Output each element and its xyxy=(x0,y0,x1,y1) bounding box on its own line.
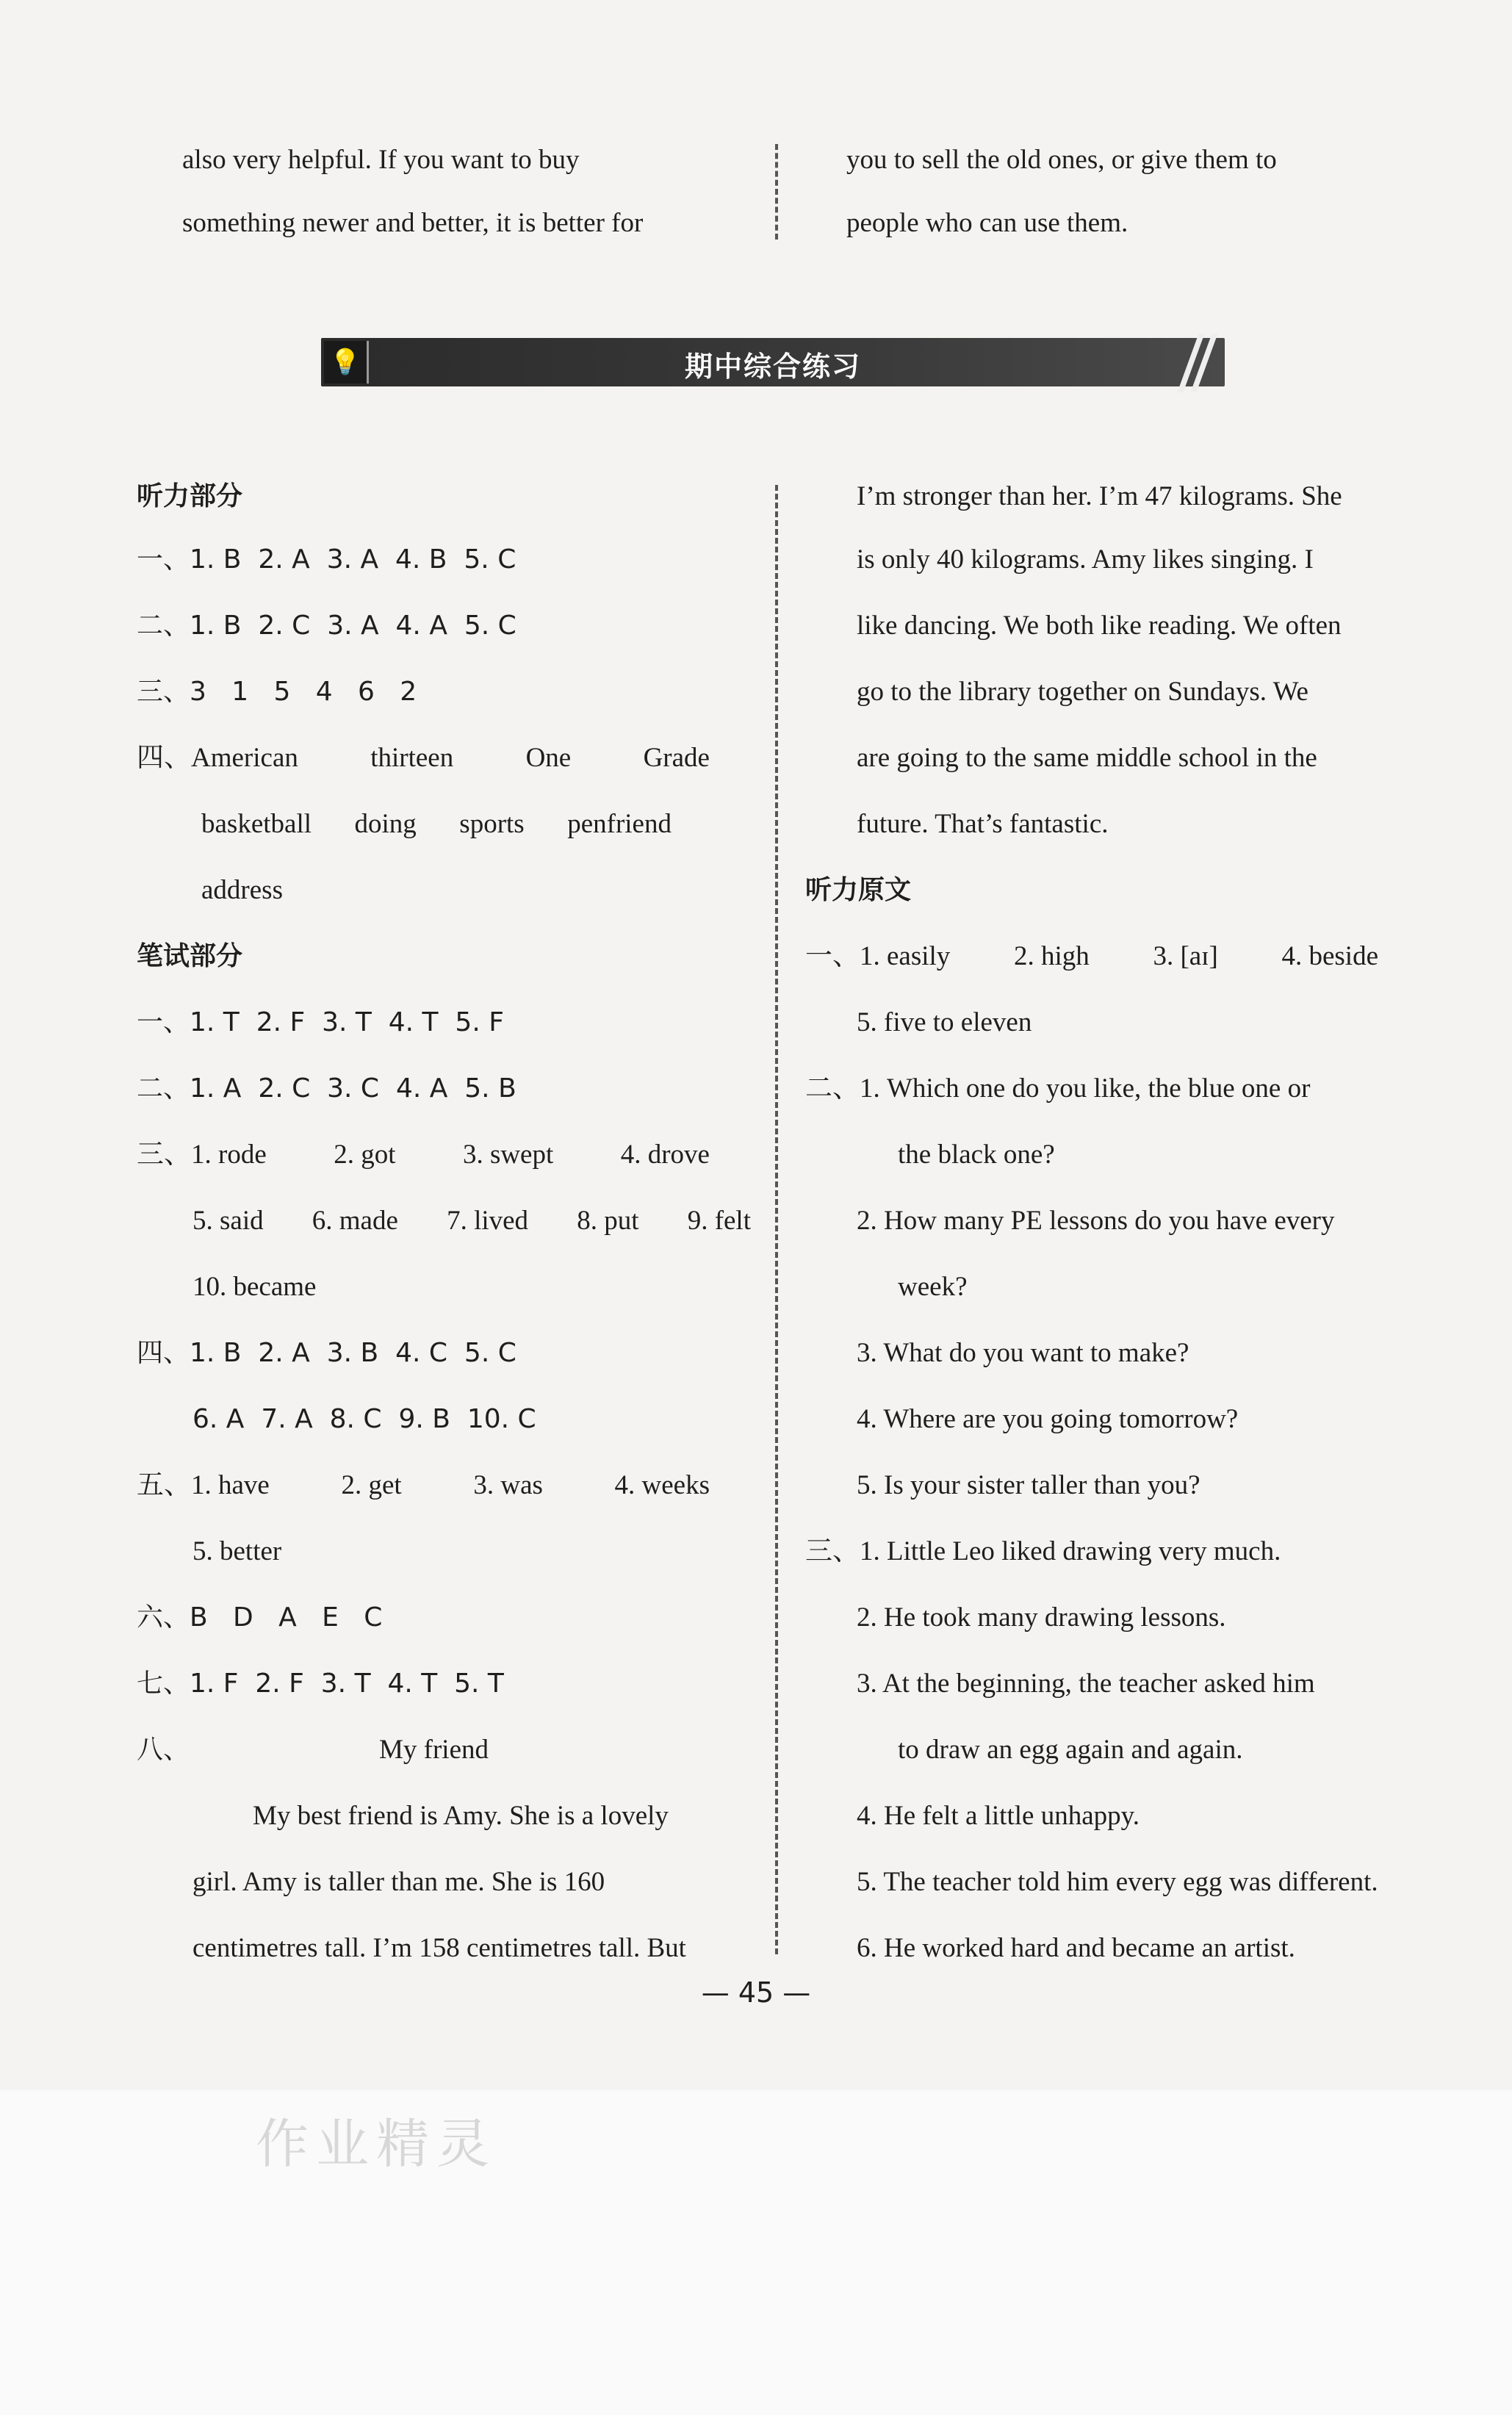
page-bottom-margin xyxy=(0,2090,1512,2415)
transcript-2-line-7: 5. Is your sister taller than you? xyxy=(857,1470,1200,1500)
transcript-2-line-2: the black one? xyxy=(898,1140,1055,1170)
section-title: 期中综合练习 xyxy=(684,350,861,383)
transcript-3-line-3: 3. At the beginning, the teacher asked him xyxy=(857,1669,1315,1699)
essay-line-3: centimetres tall. I’m 158 centimetres tall. But xyxy=(192,1933,686,1963)
transcript-3-line-5: 4. He felt a little unhappy. xyxy=(857,1801,1140,1831)
top-column-divider xyxy=(775,144,778,240)
main-column-divider xyxy=(775,485,778,1954)
writing-answers-7: 七、1. F 2. F 3. T 4. T 5. T xyxy=(137,1669,504,1699)
essay-continued-line-2: is only 40 kilograms. Amy likes singing. I xyxy=(857,544,1314,575)
transcript-2-line-4: week? xyxy=(898,1272,968,1302)
top-right-line-2: people who can use them. xyxy=(846,208,1128,238)
essay-title: My friend xyxy=(379,1735,489,1765)
transcript-3-line-7: 6. He worked hard and became an artist. xyxy=(857,1933,1295,1963)
section-banner xyxy=(321,338,1225,386)
writing-answers-3a: 三、1. rode 2. got 3. swept 4. drove xyxy=(137,1140,710,1170)
essay-continued-line-5: are going to the same middle school in the xyxy=(857,743,1317,773)
writing-answers-3c: 10. became xyxy=(192,1272,317,1302)
transcript-2-line-3: 2. How many PE lessons do you have every xyxy=(857,1206,1335,1236)
writing-answers-4a: 四、1. B 2. A 3. B 4. C 5. C xyxy=(137,1338,516,1368)
writing-heading: 笔试部分 xyxy=(137,941,243,971)
transcript-3-line-2: 2. He took many drawing lessons. xyxy=(857,1602,1226,1633)
transcript-1b: 5. five to eleven xyxy=(857,1007,1032,1037)
transcript-2-line-5: 3. What do you want to make? xyxy=(857,1338,1189,1368)
lightbulb-icon: 💡 xyxy=(324,341,369,384)
essay-line-2: girl. Amy is taller than me. She is 160 xyxy=(192,1867,605,1897)
transcript-heading: 听力原文 xyxy=(805,875,912,905)
listening-answers-2: 二、1. B 2. C 3. A 4. A 5. C xyxy=(137,611,516,641)
transcript-2-line-1: 二、1. Which one do you like, the blue one or xyxy=(805,1073,1311,1104)
essay-continued-line-4: go to the library together on Sundays. We xyxy=(857,677,1308,707)
writing-answers-1: 一、1. T 2. F 3. T 4. T 5. F xyxy=(137,1007,504,1037)
listening-answers-3: 三、3 1 5 4 6 2 xyxy=(137,677,417,707)
listening-answers-4a: 四、American thirteen One Grade xyxy=(137,743,710,773)
top-left-line-1: also very helpful. If you want to buy xyxy=(182,145,580,175)
writing-answers-5a: 五、1. have 2. get 3. was 4. weeks xyxy=(137,1470,710,1500)
listening-answers-4b: basketball doing sports penfriend xyxy=(201,809,672,839)
writing-section-8-label: 八、 xyxy=(137,1735,190,1765)
writing-answers-4b: 6. A 7. A 8. C 9. B 10. C xyxy=(192,1404,536,1434)
transcript-3-line-1: 三、1. Little Leo liked drawing very much. xyxy=(805,1536,1281,1566)
essay-continued-line-3: like dancing. We both like reading. We often xyxy=(857,611,1342,641)
essay-continued-line-6: future. That’s fantastic. xyxy=(857,809,1109,839)
transcript-2-line-6: 4. Where are you going tomorrow? xyxy=(857,1404,1239,1434)
listening-heading: 听力部分 xyxy=(137,481,243,511)
top-right-line-1: you to sell the old ones, or give them to xyxy=(846,145,1277,175)
page-number: — 45 — xyxy=(701,1976,811,2009)
transcript-1a: 一、1. easily 2. high 3. [aɪ] 4. beside xyxy=(805,941,1378,971)
essay-line-1: My best friend is Amy. She is a lovely xyxy=(253,1801,669,1831)
top-left-line-2: something newer and better, it is better for xyxy=(182,208,644,238)
transcript-3-line-6: 5. The teacher told him every egg was different. xyxy=(857,1867,1378,1897)
writing-answers-3b: 5. said 6. made 7. lived 8. put 9. felt xyxy=(192,1206,751,1236)
watermark: 作业精灵 xyxy=(256,2113,497,2175)
transcript-3-line-4: to draw an egg again and again. xyxy=(898,1735,1243,1765)
essay-continued-line-1: I’m stronger than her. I’m 47 kilograms. She xyxy=(857,481,1342,511)
writing-answers-2: 二、1. A 2. C 3. C 4. A 5. B xyxy=(137,1073,516,1104)
writing-answers-6: 六、B D A E C xyxy=(137,1602,383,1633)
listening-answers-4c: address xyxy=(201,875,283,905)
listening-answers-1: 一、1. B 2. A 3. A 4. B 5. C xyxy=(137,544,516,575)
writing-answers-5b: 5. better xyxy=(192,1536,282,1566)
